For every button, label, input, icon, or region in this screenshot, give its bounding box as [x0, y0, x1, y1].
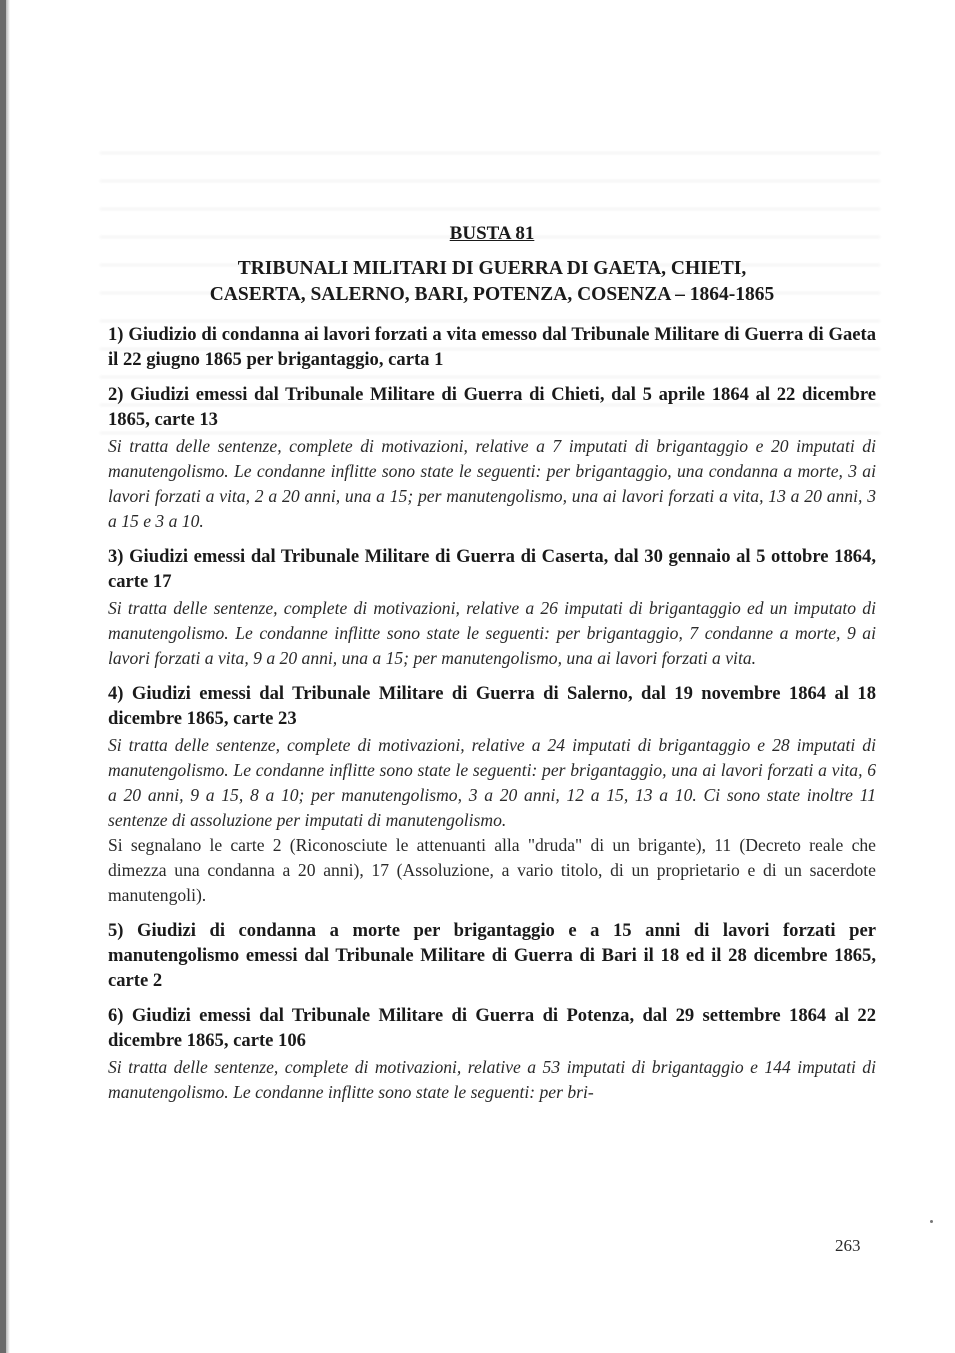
page-binding-shadow	[6, 0, 10, 1353]
item-heading: 2) Giudizi emessi dal Tribunale Militare di Guerra di Chieti, dal 5 aprile 1864 al 22 dicembre 1865, carte 13	[108, 384, 876, 430]
item-6	[108, 1003, 876, 1105]
item-description: Si tratta delle sentenze, complete di motivazioni, relative a 7 imputati di brigantaggio e 20 imputati di manutengolismo. Le condanne inflitte sono state le seguenti: per brigantaggio, una condanna a morte, 3 ai lavori forzati a vita, 2 a 20 anni, una a 15; per manutengolismo, una ai lavori forzati a vita, 13 a 20 anni, 3 a 15 e 3 a 10.	[108, 436, 876, 531]
item-heading: 4) Giudizi emessi dal Tribunale Militare di Guerra di Salerno, dal 19 novembre 1864 al 18 dicembre 1865, carte 23	[108, 683, 876, 729]
page-number: 263	[835, 1236, 861, 1255]
document-body	[108, 222, 876, 1115]
section-title	[108, 256, 876, 308]
item-4	[108, 681, 876, 908]
item-1	[108, 322, 876, 372]
item-heading: 3) Giudizi emessi dal Tribunale Militare di Guerra di Caserta, dal 30 gennaio al 5 ottobre 1864, carte 17	[108, 546, 876, 592]
scan-speck	[930, 1220, 933, 1223]
item-2	[108, 382, 876, 534]
item-5	[108, 918, 876, 993]
busta-label: BUSTA 81	[449, 223, 535, 244]
item-3	[108, 544, 876, 671]
item-heading: 5) Giudizi di condanna a morte per brigantaggio e a 15 anni di lavori forzati per manutengolismo emessi dal Tribunale Militare di Guerra di Bari il 18 ed il 28 dicembre 1865, carte 2	[108, 920, 876, 991]
item-heading: 6) Giudizi emessi dal Tribunale Militare di Guerra di Potenza, dal 29 settembre 1864 al 22 dicembre 1865, carte 106	[108, 1005, 876, 1051]
item-note: Si segnalano le carte 2 (Riconosciute le attenuanti alla "druda" di un brigante), 11 (Decreto reale che dimezza una condanna a 20 anni), 17 (Assoluzione, a vario titolo, di un proprietario e di un sacerdote manutengoli).	[108, 835, 876, 905]
item-description: Si tratta delle sentenze, complete di motivazioni, relative a 53 imputati di brigantaggio e 144 imputati di manutengolismo. Le condanne inflitte sono state le seguenti: per bri-	[108, 1057, 876, 1102]
item-description: Si tratta delle sentenze, complete di motivazioni, relative a 24 imputati di brigantaggio e 28 imputati di manutengolismo. Le condanne inflitte sono state le seguenti: per brigantaggio, una ai lavori forzati a vita, 6 a 20 anni, 9 a 15, 8 a 10; per manutengolismo, 3 a 20 anni, 12 a 15, 13 a 10. Ci sono state inoltre 11 sentenze di assoluzione per imputati di manutengolismo.	[108, 735, 876, 830]
item-heading: 1) Giudizio di condanna ai lavori forzati a vita emesso dal Tribunale Militare di Guerra di Gaeta il 22 giugno 1865 per brigantaggio, carta 1	[108, 324, 876, 370]
section-title-line: CASERTA, SALERNO, BARI, POTENZA, COSENZA – 1864-1865	[209, 284, 775, 305]
item-description: Si tratta delle sentenze, complete di motivazioni, relative a 26 imputati di brigantaggio ed un imputato di manutengolismo. Le condanne inflitte sono state le seguenti: per brigantaggio, 7 condanne a morte, 9 ai lavori forzati a vita, 9 a 20 anni, una a 15; per manutengolismo, una ai lavori forzati a vita.	[108, 598, 876, 668]
section-title-line: TRIBUNALI MILITARI DI GUERRA DI GAETA, CHIETI,	[237, 258, 747, 279]
